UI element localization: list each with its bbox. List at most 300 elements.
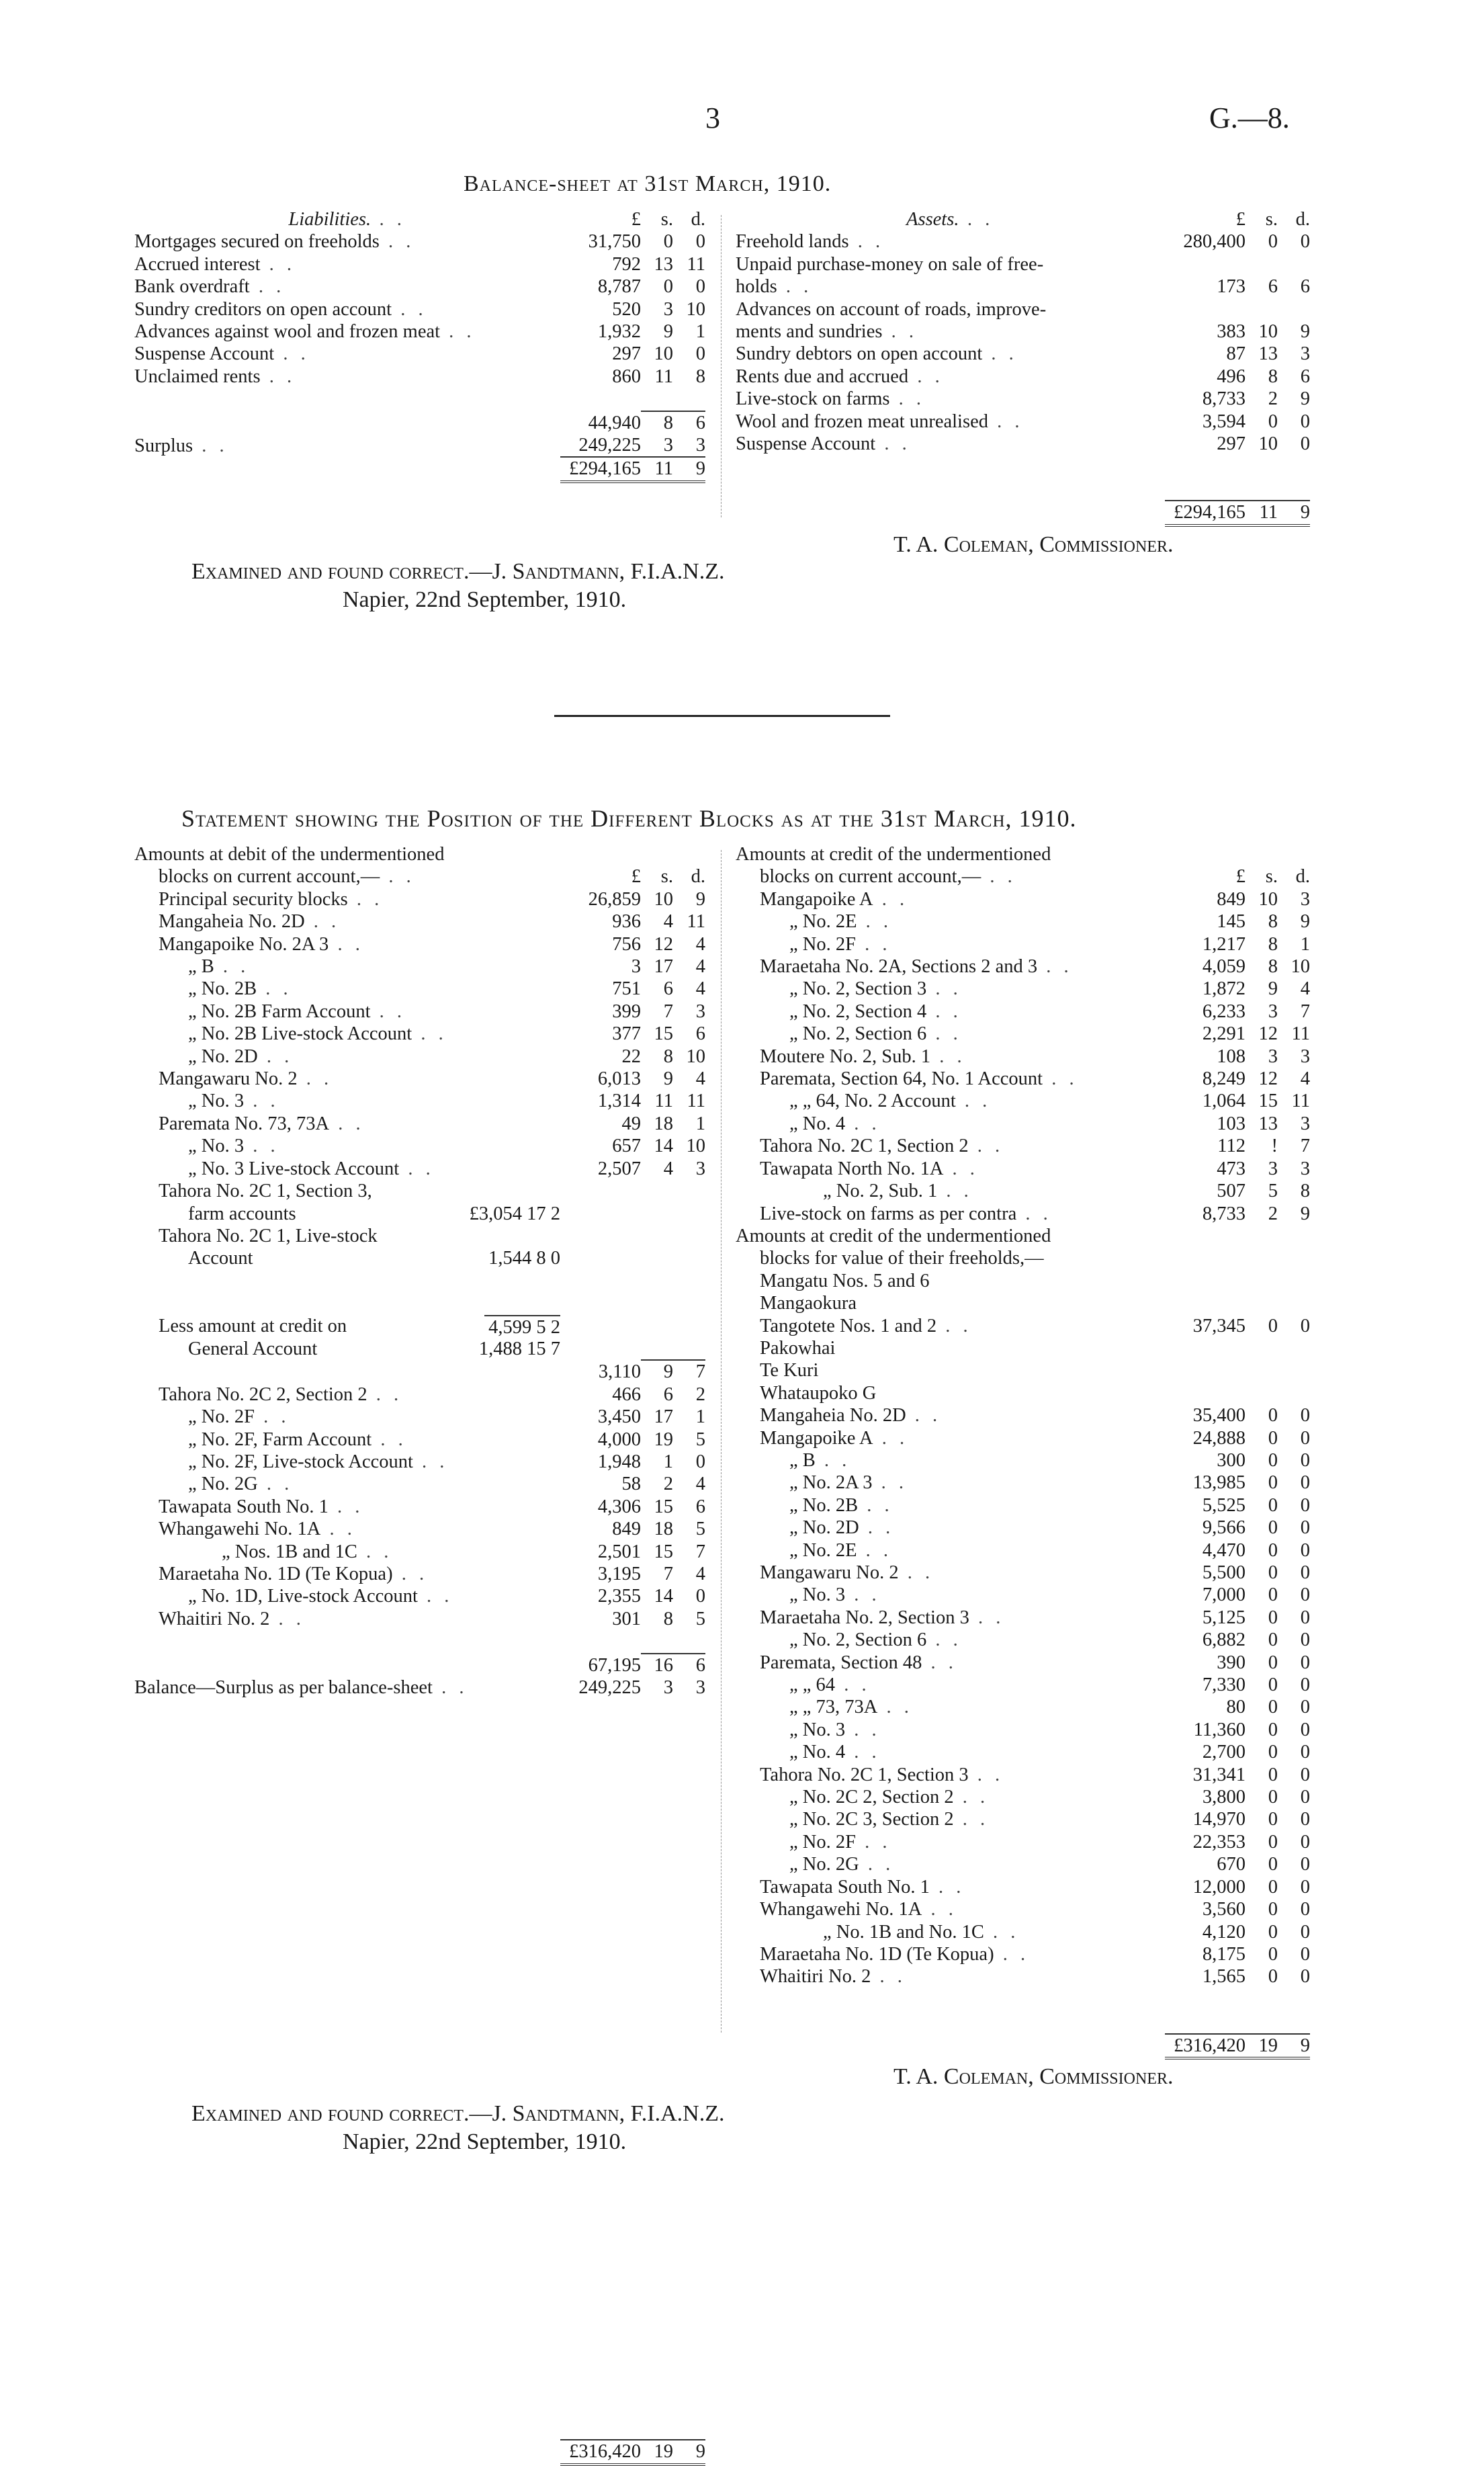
row-label: „ „ 73, 73A . . (789, 1697, 913, 1718)
ledger-row (736, 343, 1310, 365)
row-label: Mangawaru No. 2 . . (159, 1068, 333, 1090)
row-label: Pakowhai (760, 1337, 836, 1359)
leader-dots: . . (926, 978, 962, 1000)
leader-dots: . . (815, 1449, 851, 1471)
amount-pence: 0 (1300, 231, 1310, 253)
amount-pence: 7 (1300, 1001, 1310, 1022)
amount-pence: 6 (673, 411, 705, 434)
amount-pounds: 936 (612, 911, 641, 933)
row-label: „ No. 4 . . (789, 1113, 881, 1134)
row-label: Suspense Account . . (134, 343, 310, 365)
amount-pence: 1 (695, 1406, 705, 1428)
spacer-row (134, 2058, 705, 2080)
spacer-row (134, 1856, 705, 1878)
spacer-row (134, 1968, 705, 1990)
amount-pence: 4 (1300, 978, 1310, 1000)
amount-pence: 5 (695, 1608, 705, 1629)
ledger-row (736, 253, 1310, 275)
amount-pence: 8 (695, 366, 705, 387)
amount-pence: 6 (695, 1023, 705, 1045)
amount-pounds: £316,420 (1165, 2034, 1246, 2058)
amount-pence: d. (1295, 209, 1310, 230)
amount-shillings: 0 (1268, 411, 1278, 432)
ledger-row (736, 1965, 1310, 1988)
ledger-row (134, 1001, 705, 1023)
amount-shillings (1246, 1292, 1278, 1314)
leader-dots: . . (969, 1607, 1005, 1628)
amount-shillings: 11 (654, 1091, 673, 1112)
leader-dots: . . (908, 366, 944, 387)
leader-dots: . . (953, 1809, 990, 1830)
ledger-row (736, 230, 1310, 253)
ledger-row (736, 366, 1310, 388)
ledger-row (736, 910, 1310, 933)
leader-dots: . . (906, 1405, 942, 1427)
row-label: „ B . . (789, 1449, 851, 1471)
row-label: „ No. 2F . . (789, 933, 891, 955)
ledger-row (134, 298, 705, 321)
amount-pounds: 5,525 (1202, 1494, 1246, 1516)
row-label: Balance—Surplus as per balance-sheet . . (134, 1676, 468, 1698)
ledger-row (736, 1921, 1310, 1943)
amount-pounds: 849 (1217, 888, 1246, 910)
amount-shillings: 6 (663, 978, 673, 1000)
amount-pounds: 103 (1217, 1113, 1246, 1134)
row-label: Tawapata North No. 1A . . (760, 1158, 979, 1179)
row-label: Freehold lands . . (736, 231, 885, 253)
inner-amount: 1,488 15 7 (475, 1338, 560, 1360)
amount-pounds (1165, 1225, 1246, 1247)
amount-shillings: 4 (663, 1158, 673, 1179)
amount-pounds: 849 (612, 1519, 641, 1540)
leader-dots: . . (257, 1474, 294, 1495)
amount-pence: 0 (695, 1451, 705, 1472)
ledger-row (736, 1404, 1310, 1427)
leader-dots: . . (432, 1676, 468, 1698)
ledger-row (736, 1449, 1310, 1472)
amount-pounds: 173 (1217, 276, 1246, 298)
ledger-row (736, 321, 1310, 343)
amount-pounds: 507 (1217, 1181, 1246, 1202)
amount-shillings: 0 (1268, 1449, 1278, 1471)
ledger-row (736, 501, 1310, 525)
amount-pounds: 24,888 (1192, 1427, 1246, 1449)
row-label: „ No. 2F . . (789, 1831, 891, 1853)
leader-dots: . . (848, 231, 885, 253)
amount-pence: 4 (695, 956, 705, 978)
amount-pence: 6 (695, 1496, 705, 1517)
intro-row (134, 843, 705, 865)
row-label: Assets. . . (906, 209, 994, 230)
amount-shillings (1246, 1359, 1278, 1381)
amount-pence: 10 (686, 1136, 705, 1157)
amount-shillings: s. (660, 209, 673, 230)
spacer-row (134, 1789, 705, 1811)
amount-pence (1278, 1337, 1310, 1359)
amount-pence (1278, 1382, 1310, 1404)
row-label: Tahora No. 2C 1, Section 3, (159, 1181, 372, 1202)
leader-dots: . . (872, 1472, 908, 1494)
amount-pounds: 3 (631, 956, 641, 978)
ledger-row (736, 411, 1310, 433)
ledger-row (736, 1001, 1310, 1023)
row-label: „ No. 2F . . (188, 1406, 290, 1428)
amount-pence: 7 (1300, 1136, 1310, 1157)
intro-row (736, 1225, 1310, 1247)
freehold-group-row (736, 1292, 1310, 1314)
ledger-row (736, 1876, 1310, 1898)
amount-shillings: 14 (654, 1586, 673, 1607)
amount-shillings: s. (1265, 866, 1278, 888)
amount-pence: 0 (1300, 1876, 1310, 1898)
amount-shillings: 0 (663, 231, 673, 253)
amount-shillings: 10 (1258, 321, 1278, 343)
amount-shillings: 3 (1268, 1001, 1278, 1022)
leader-dots: . . (845, 1742, 881, 1763)
amount-pounds (1165, 1292, 1246, 1314)
amount-shillings: 3 (663, 298, 673, 320)
amount-pounds: 31,750 (588, 231, 641, 253)
amount-shillings: 12 (1258, 1068, 1278, 1090)
amount-shillings: 0 (1268, 1494, 1278, 1516)
row-label (134, 457, 560, 481)
row-label: Bank overdraft . . (134, 276, 286, 298)
amount-pounds: 496 (1217, 366, 1246, 387)
spacer-row (134, 2305, 705, 2327)
ledger-row (134, 2440, 705, 2464)
intro-row (134, 865, 705, 888)
amount-shillings: 0 (1268, 1562, 1278, 1583)
amount-pounds: 860 (612, 366, 641, 387)
row-label (134, 1360, 560, 1383)
amount-shillings: 4 (663, 911, 673, 933)
leader-dots: . . (214, 956, 250, 978)
ledger-row (134, 955, 705, 978)
ledger-row (134, 1473, 705, 1495)
ledger-row (736, 298, 1310, 321)
row-label: Maraetaha No. 1D (Te Kopua) . . (760, 1943, 1030, 1965)
amount-pounds: 792 (612, 253, 641, 275)
amount-pounds: 520 (612, 298, 641, 320)
row-label: Tahora No. 2C 1, Live-stock (159, 1225, 378, 1246)
amount-shillings (1246, 843, 1278, 865)
leader-dots: . . (845, 1113, 881, 1134)
amount-pounds: 22,353 (1192, 1831, 1246, 1853)
amount-pence: d. (691, 209, 705, 230)
amount-pounds: 1,948 (597, 1451, 641, 1472)
leader-dots: . . (392, 1563, 429, 1584)
ledger-row (736, 1090, 1310, 1112)
amount-shillings (1246, 1270, 1278, 1292)
spacer-row (736, 2010, 1310, 2033)
amount-shillings: 8 (663, 1608, 673, 1629)
examined-date: Napier, 22nd September, 1910. (343, 2129, 627, 2154)
ledger-row (736, 1831, 1310, 1853)
amount-pounds: 8,249 (1202, 1068, 1246, 1090)
amount-pounds: 3,560 (1202, 1899, 1246, 1920)
row-label: „ No. 2G . . (188, 1474, 294, 1495)
ledger-row (736, 1898, 1310, 1920)
ledger-row (134, 343, 705, 365)
amount-pence (1278, 1292, 1310, 1314)
amount-pence: 9 (1278, 2034, 1310, 2058)
ledger-row (134, 888, 705, 910)
row-label: Amounts at credit of the undermentioned (736, 1225, 1051, 1246)
amount-shillings: 0 (1268, 1652, 1278, 1673)
leader-dots: . . (943, 1158, 979, 1179)
amount-pounds: 4,470 (1202, 1539, 1246, 1561)
ledger-row (736, 2034, 1310, 2058)
amount-pence: 11 (687, 253, 705, 275)
leader-dots: . . (320, 1519, 356, 1540)
ledger-row (134, 1180, 705, 1202)
leader-dots: . . (873, 888, 909, 910)
leader-dots: . . (274, 343, 310, 365)
spacer-row (134, 1699, 705, 1721)
page-number: 3 (705, 101, 720, 134)
leader-dots: . . (968, 1764, 1004, 1785)
leader-dots: . . (857, 1539, 893, 1561)
amount-shillings: 19 (654, 1429, 673, 1450)
leader-dots: . . (845, 1584, 881, 1606)
amount-pence: 0 (695, 1586, 705, 1607)
spacer-row (134, 1834, 705, 1856)
amount-pence: 0 (1300, 1472, 1310, 1494)
amount-pence: 0 (695, 276, 705, 298)
amount-pounds: 7,330 (1202, 1674, 1246, 1696)
row-label: „ No. 3 Live-stock Account . . (188, 1158, 435, 1179)
amount-pounds: £ (1235, 866, 1246, 888)
amount-pence: 0 (1300, 1966, 1310, 1988)
amount-shillings: 0 (1268, 1966, 1278, 1988)
spacer-row (134, 2372, 705, 2394)
ledger-row (736, 1629, 1310, 1651)
row-label: Live-stock on farms as per contra . . (760, 1203, 1052, 1224)
amount-pence (1278, 843, 1310, 865)
amount-pence: 1 (695, 1113, 705, 1134)
ledger-row (736, 388, 1310, 410)
section-divider (554, 715, 890, 717)
amount-pounds: 112 (1217, 1136, 1246, 1157)
ledger-row (134, 1203, 705, 1225)
amount-pounds (560, 843, 641, 865)
amount-pence: 11 (687, 1091, 705, 1112)
row-label: Sundry creditors on open account . . (134, 298, 427, 320)
spacer-row (134, 1946, 705, 1968)
row-label: Liabilities. . . (288, 209, 406, 230)
amount-pounds: 399 (612, 1001, 641, 1022)
amount-shillings: 0 (1268, 1405, 1278, 1427)
ledger-row (736, 275, 1310, 298)
amount-pounds: 26,859 (588, 888, 641, 910)
amount-shillings: 0 (1268, 1809, 1278, 1830)
row-label: Amounts at credit of the undermentioned (736, 844, 1051, 865)
row-label: Amounts at debit of the undermentioned (134, 844, 445, 865)
amount-pence: 4 (1300, 1068, 1310, 1090)
row-label: blocks on current account,— . . (159, 866, 415, 888)
leader-dots: . . (304, 911, 341, 933)
amount-pence (1278, 1270, 1310, 1292)
row-label: Mortgages secured on freeholds . . (134, 231, 415, 253)
row-label: Less amount at credit on (159, 1315, 347, 1336)
amount-shillings (1246, 1225, 1278, 1247)
row-label: Whataupoko G (760, 1382, 877, 1404)
row-label: „ No. 2G . . (789, 1854, 895, 1875)
amount-shillings: 0 (1268, 1697, 1278, 1718)
amount-shillings: 16 (641, 1654, 673, 1676)
amount-shillings: 8 (1268, 956, 1278, 978)
spacer-row (134, 1270, 705, 1292)
amount-shillings: 0 (1268, 1876, 1278, 1898)
amount-pence: 3 (1300, 888, 1310, 910)
amount-pence: 0 (1300, 1494, 1310, 1516)
ledger-row (736, 1674, 1310, 1696)
row-label: „ No. 2D . . (789, 1517, 895, 1539)
amount-pence: 0 (1300, 1315, 1310, 1336)
amount-pence (1278, 298, 1310, 321)
amount-pounds: 1,932 (597, 321, 641, 343)
amount-pounds: 35,400 (1192, 1405, 1246, 1427)
ledger-row (134, 1608, 705, 1630)
amount-pounds: 87 (1226, 343, 1246, 365)
row-label: Maraetaha No. 2, Section 3 . . (760, 1607, 1005, 1628)
ledger-row (134, 1429, 705, 1451)
leader-dots: . . (297, 1068, 333, 1090)
intro-row (736, 1247, 1310, 1269)
leader-dots: . . (257, 978, 292, 1000)
ledger-row (736, 933, 1310, 955)
leader-dots: . . (244, 1136, 279, 1157)
amount-shillings: 0 (1268, 1899, 1278, 1920)
amount-shillings: 12 (654, 933, 673, 955)
spacer-row (134, 2013, 705, 2035)
amount-pounds: 1,314 (597, 1091, 641, 1112)
amount-pence: 0 (1300, 1584, 1310, 1606)
amount-pence: 4 (695, 933, 705, 955)
leader-dots: . . (984, 1921, 1020, 1943)
amount-pounds: 2,501 (597, 1541, 641, 1562)
row-label: Whangawehi No. 1A . . (760, 1899, 957, 1920)
amount-shillings: 8 (1268, 911, 1278, 933)
amount-pence: 3 (1300, 1046, 1310, 1067)
amount-pence: 0 (1300, 1787, 1310, 1808)
inner-amount: 4,599 5 2 (484, 1315, 560, 1338)
leader-dots: . . (926, 1001, 962, 1022)
spacer-row (134, 2170, 705, 2193)
amount-pounds (1165, 298, 1246, 321)
amount-pounds: 3,110 (598, 1361, 641, 1383)
amount-pounds (1165, 1359, 1246, 1381)
examined-line: Examined and found correct.—J. Sandtmann, F.I.A.N.Z. (191, 2101, 725, 2126)
leader-dots: . . (926, 1023, 962, 1045)
amount-shillings: 2 (1268, 388, 1278, 410)
row-label: „ No. 3 . . (789, 1719, 881, 1740)
row-label: Whangawehi No. 1A . . (159, 1519, 356, 1540)
row-label: Mangaheia No. 2D . . (159, 911, 341, 933)
row-label: Mangapoike No. 2A 3 . . (159, 933, 364, 955)
ledger-row (134, 1023, 705, 1045)
amount-shillings: 6 (1268, 276, 1278, 298)
leader-dots: . . (855, 1831, 891, 1853)
amount-pence: 0 (1300, 1719, 1310, 1740)
leader-dots: . . (1043, 1068, 1078, 1090)
amount-shillings: 8 (663, 1046, 673, 1067)
examined-date: Napier, 22nd September, 1910. (343, 587, 627, 612)
amount-shillings: 3 (1268, 1046, 1278, 1067)
amount-pounds: 1,064 (1202, 1091, 1246, 1112)
row-label: „ No. 2B . . (188, 978, 292, 1000)
spacer-row (134, 2394, 705, 2416)
statement-title: Statement showing the Position of the Different Blocks as at the 31st March, 1910. (181, 805, 1077, 832)
leader-dots: . . (257, 1046, 294, 1067)
amount-pence: 0 (1300, 1629, 1310, 1651)
row-label: Tahora No. 2C 1, Section 2 . . (760, 1136, 1004, 1157)
liabilities-table (134, 208, 705, 483)
row-label: „ No. 2, Sub. 1 . . (823, 1181, 973, 1202)
amount-shillings: 0 (1268, 1764, 1278, 1785)
row-label: „ No. 2E . . (789, 1539, 893, 1561)
amount-pence: 0 (1300, 1674, 1310, 1696)
commissioner-signature-2: T. A. Coleman, Commissioner. (893, 2064, 1174, 2089)
amount-shillings: 11 (641, 457, 673, 481)
amount-pence: 0 (1300, 1449, 1310, 1471)
amount-shillings: 0 (663, 276, 673, 298)
spacer-row (134, 1901, 705, 1923)
ledger-row (736, 1696, 1310, 1718)
leader-dots: . . (922, 1899, 957, 1920)
row-label: „ No. 1B and No. 1C . . (823, 1921, 1020, 1943)
amount-pounds: 22 (621, 1046, 641, 1067)
amount-pence: 7 (673, 1360, 705, 1383)
row-label: Tawapata South No. 1 . . (159, 1496, 364, 1517)
leader-dots: . . (1037, 956, 1073, 978)
column-heading (134, 208, 705, 230)
row-label: Tawapata South No. 1 . . (760, 1876, 965, 1898)
row-label: „ No. 2D . . (188, 1046, 294, 1067)
amount-pounds: 9,566 (1202, 1517, 1246, 1539)
amount-shillings: 0 (1268, 1427, 1278, 1449)
ledger-row (134, 1315, 705, 1337)
row-label: ments and sundries . . (736, 321, 918, 343)
amount-pence: 4 (695, 1563, 705, 1584)
row-label: Advances on account of roads, improve- (736, 298, 1047, 320)
leader-dots: . . (953, 1787, 990, 1808)
amount-shillings: 0 (1268, 1943, 1278, 1965)
ledger-row (736, 1853, 1310, 1875)
ledger-row (736, 1808, 1310, 1830)
amount-shillings: 12 (1258, 1023, 1278, 1045)
amount-shillings: 0 (1268, 1674, 1278, 1696)
ledger-row (736, 1068, 1310, 1090)
spacer-row (134, 1990, 705, 2012)
leader-dots: . . (926, 1629, 962, 1651)
ledger-row (134, 1113, 705, 1135)
row-label: Mangawaru No. 2 . . (760, 1562, 934, 1583)
leader-dots: . . (936, 1315, 972, 1336)
amount-pence: 0 (1300, 1517, 1310, 1539)
amount-shillings: 14 (654, 1136, 673, 1157)
amount-pence: 0 (1300, 1742, 1310, 1763)
leader-dots: . . (922, 1652, 957, 1673)
amount-shillings: 2 (1268, 1203, 1278, 1224)
amount-pounds: 297 (612, 343, 641, 365)
leader-dots: . . (328, 1496, 364, 1517)
ledger-row (134, 1135, 705, 1157)
leader-dots: . . (929, 1876, 965, 1898)
leader-dots: . . (994, 1943, 1030, 1965)
row-label: Live-stock on farms . . (736, 388, 926, 410)
row-label: Te Kuri (760, 1360, 819, 1381)
